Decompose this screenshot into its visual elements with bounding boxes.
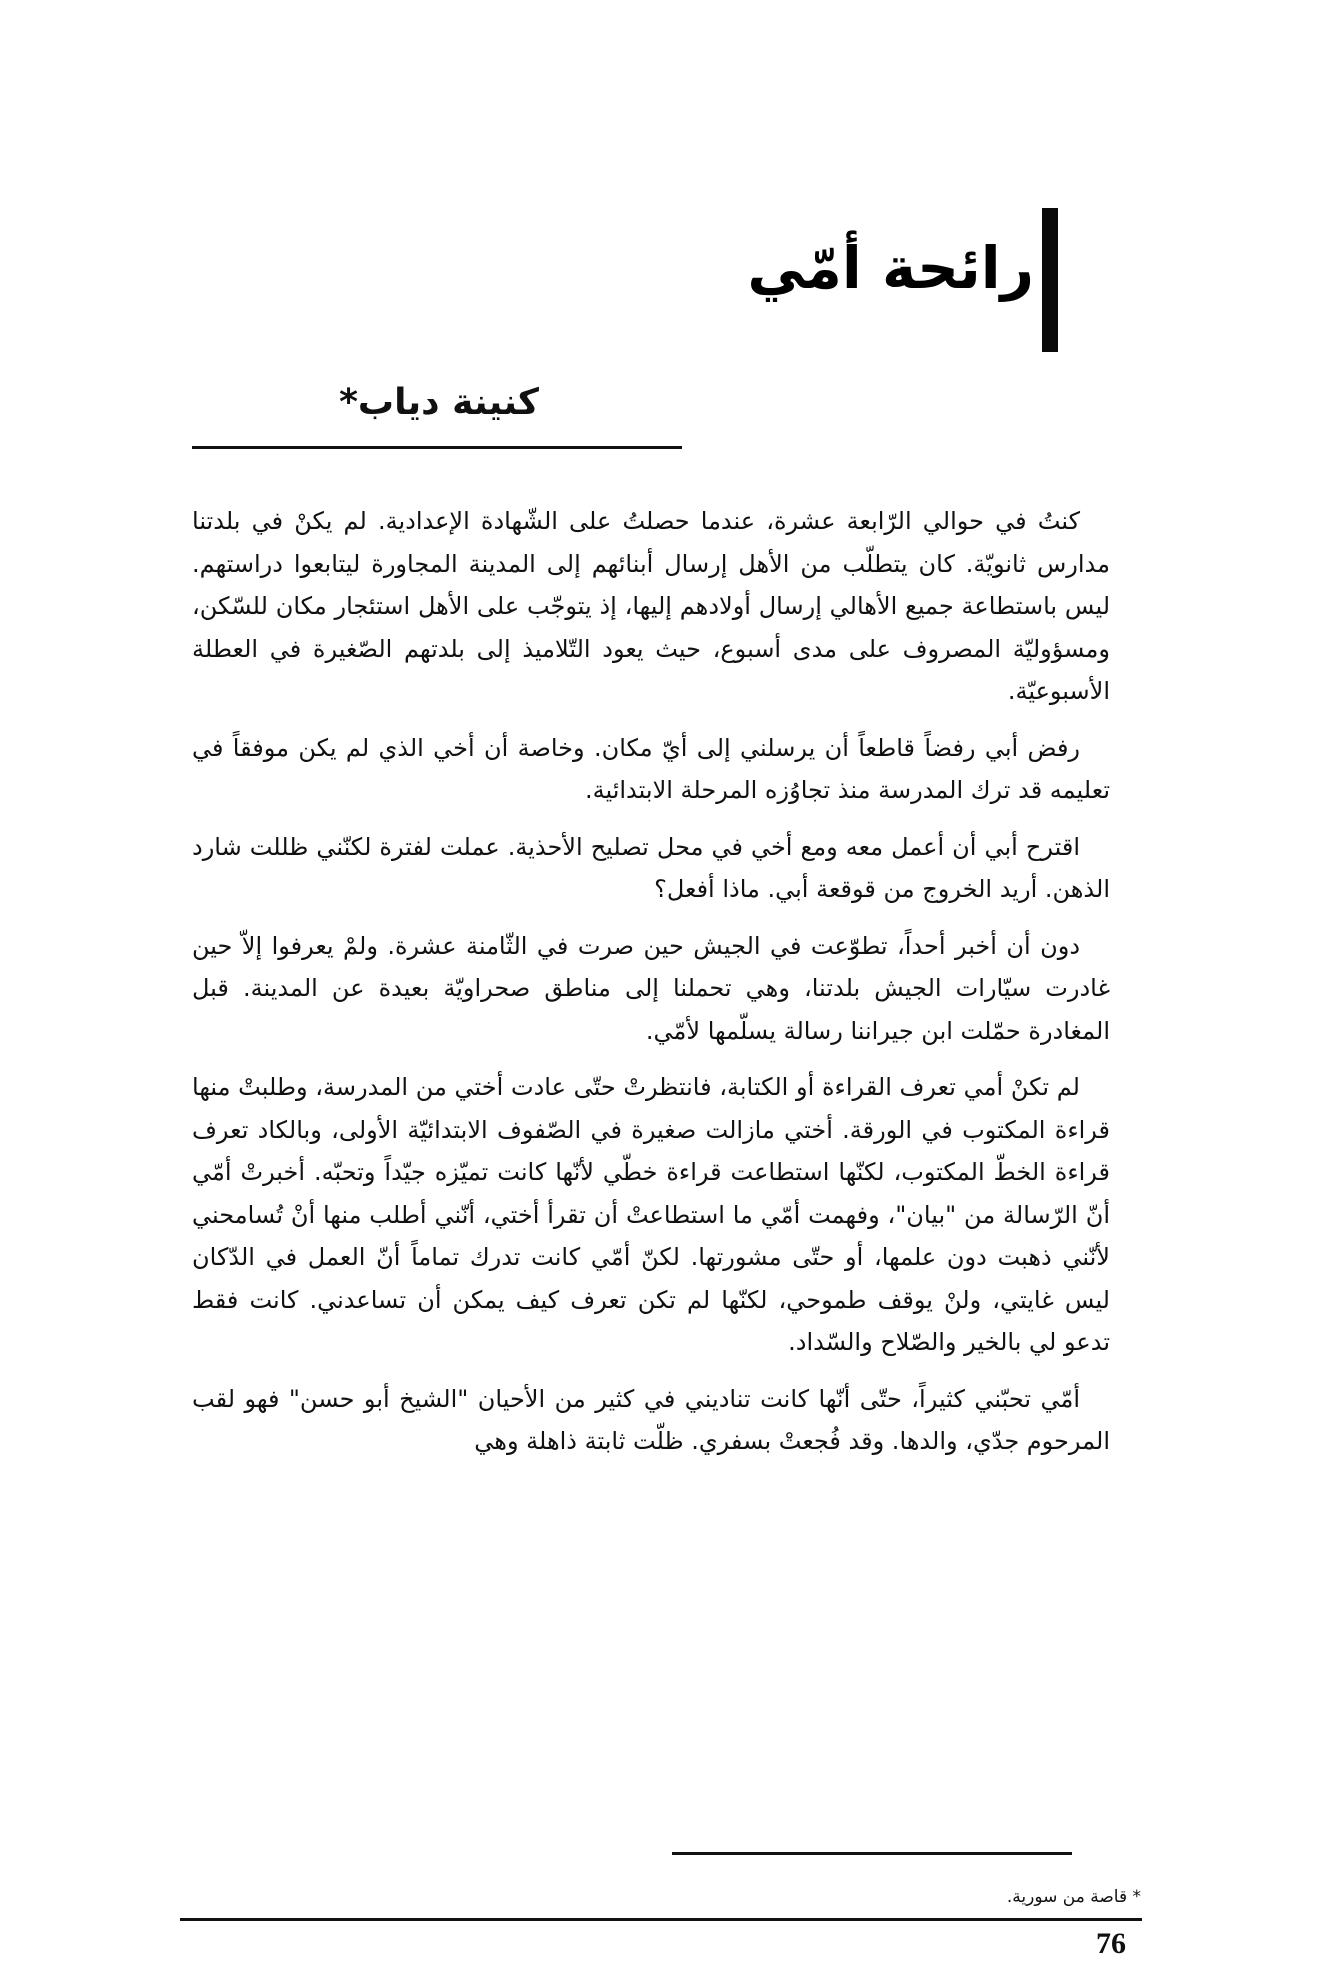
paragraph: دون أن أخبر أحداً، تطوّعت في الجيش حين صرت في الثّامنة عشرة. ولمْ يعرفوا إلاّ حين غادرت سيّارات الجيش بلدتنا، وهي تحملنا إلى مناطق صحراويّة بعيدة عن المدينة. قبل المغادرة حمّلت ابن جيراننا رسالة يسلّمها لأمّي. [192, 931, 1110, 1045]
paragraph: كنتُ في حوالي الرّابعة عشرة، عندما حصلتُ على الشّهادة الإعدادية. لم يكنْ في بلدتنا مدارس ثانويّة. كان يتطلّب من الأهل إرسال أبنائهم إلى المدينة المجاورة ليتابعوا دراستهم. ليس باستطاعة جميع الأهالي إرسال أولادهم إليها، إذ يتوجّب على الأهل استئجار مكان للسّكن، ومسؤوليّة المصروف على مدى أسبوع، حيث يعود التّلاميذ إلى بلدتهم الصّغيرة في العطلة الأسبوعيّة. [192, 507, 1110, 705]
footnote: * قاصة من سورية. [1006, 1887, 1141, 1907]
story-body [192, 500, 1110, 1477]
title-accent-bar [1042, 208, 1058, 352]
footnote-divider [672, 1852, 1072, 1855]
paragraph: لم تكنْ أمي تعرف القراءة أو الكتابة، فانتظرتْ حتّى عادت أختي من المدرسة، وطلبتْ منها قراءة المكتوب في الورقة. أختي مازالت صغيرة في الصّفوف الابتدائيّة الأولى، وبالكاد تعرف قراءة الخطّ المكتوب، لكنّها استطاعت قراءة خطّي لأنّها كانت تميّزه جيّداً وتحبّه. أخبرتْ أمّي أنّ الرّسالة من "بيان"، وفهمت أمّي ما استطاعتْ أن تقرأ أختي، أنّني أطلب منها أنْ تُسامحني لأنّني ذهبت دون علمها، أو حتّى مشورتها. لكنّ أمّي كانت تدرك تماماً أنّ العمل في الدّكان ليس غايتي، ولنْ يوقف طموحي، لكنّها لم تكن تعرف كيف يمكن أن تساعدني. كانت فقط تدعو لي بالخير والصّلاح والسّداد. [192, 1073, 1110, 1356]
paragraph: رفض أبي رفضاً قاطعاً أن يرسلني إلى أيّ مكان. وخاصة أن أخي الذي لم يكن موفقاً في تعليمه قد ترك المدرسة منذ تجاوُزه المرحلة الابتدائية. [192, 733, 1110, 804]
paragraph: أمّي تحبّني كثيراً، حتّى أنّها كانت تناديني في كثير من الأحيان "الشيخ أبو حسن" فهو لقب المرحوم جدّي، والدها. وقد فُجعتْ بسفري. ظلّت ثابتة ذاهلة وهي [192, 1384, 1110, 1455]
page-title: رائحة أمّي [747, 234, 1034, 302]
footer-divider [180, 1918, 1142, 1921]
paragraph: اقترح أبي أن أعمل معه ومع أخي في محل تصليح الأحذية. عملت لفترة لكنّني ظللت شارد الذهن. أريد الخروج من قوقعة أبي. ماذا أفعل؟ [192, 832, 1110, 903]
page-number: 76 [1096, 1927, 1126, 1960]
author-divider [192, 446, 682, 449]
author-name: كنينة دياب* [339, 382, 539, 423]
